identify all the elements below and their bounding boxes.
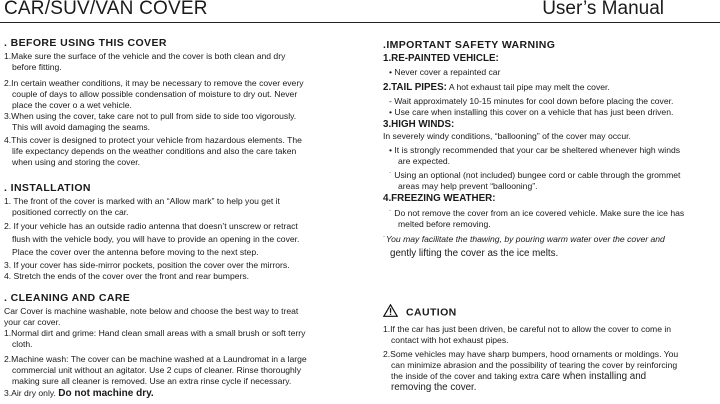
caution-heading: CAUTION <box>406 306 457 319</box>
cleaning-line: commercial unit without an agitator. Use 2 cups of cleaner. Rinse thoroughly <box>12 365 301 375</box>
before-line: before fitting. <box>12 62 62 72</box>
install-line: positioned correctly on the car. <box>12 207 129 217</box>
winds-bullet-cont: areas may help prevent “ballooning”. <box>398 181 538 191</box>
before-line: life expectancy depends on the weather conditions and also the care taken <box>12 146 297 156</box>
cleaning-section <box>4 292 360 399</box>
install-line: 4. Stretch the ends of the cover over the front and rear bumpers. <box>4 271 250 281</box>
cleaning-heading: . CLEANING AND CARE <box>4 292 131 304</box>
before-heading: . BEFORE USING THIS COVER <box>4 37 167 49</box>
cleaning-line: 2.Machine wash: The cover can be machine washed at a Laundromat in a large <box>4 354 307 364</box>
header-rule <box>0 22 720 23</box>
before-line: This will avoid damaging the seams. <box>12 122 151 132</box>
freezing-bullet: You may facilitate the thawing, by pouring warm water over the cover and <box>385 234 665 244</box>
caution-line: care when installing and <box>541 371 647 382</box>
caution-line: can minimize abrasion and the possibility of tearing the cover by reinforcing <box>391 360 678 370</box>
caution-line: 2.Some vehicles may have sharp bumpers, hood ornaments or moldings. You <box>383 349 679 359</box>
freezing-bullet-cont: gently lifting the cover as the ice melts. <box>390 248 559 259</box>
install-line: 2. If your vehicle has an outside radio antenna that doesn’t unscrew or retract <box>4 221 298 231</box>
cleaning-line: 3.Air dry only. <box>4 388 56 398</box>
installation-heading: . INSTALLATION <box>4 182 91 194</box>
safety-heading: .IMPORTANT SAFETY WARNING <box>383 39 556 51</box>
install-line: 1. The front of the cover is marked with an “Allow mark” to help you get it <box>4 196 280 206</box>
install-line: 3. If your cover has side-mirror pockets, position the cover over the mirrors. <box>4 260 290 270</box>
caution-line: 1.If the car has just been driven, be careful not to allow the cover to come in <box>383 324 672 334</box>
install-line: Place the cover over the antenna before moving to the next step. <box>12 247 259 257</box>
freezing-bullet-cont: melted before removing. <box>398 219 491 229</box>
repainted-title: 1.RE-PAINTED VEHICLE: <box>383 53 499 64</box>
caution-line: contact with hot exhaust pipes. <box>391 335 509 345</box>
caution-section <box>383 304 716 393</box>
cleaning-line: cloth. <box>12 339 33 349</box>
caution-line: removing the cover. <box>391 382 477 393</box>
before-line: 1.Make sure the surface of the vehicle and the cover is both clean and dry <box>4 51 286 61</box>
page-title: CAR/SUV/VAN COVER <box>4 0 208 19</box>
before-line: 2.In certain weather conditions, it may be necessary to remove the cover every <box>4 78 304 88</box>
before-line: 3.When using the cover, take care not to pull from side to side too vigorously. <box>4 111 297 121</box>
manual-label: User’s Manual <box>542 0 664 19</box>
winds-bullet: Using an optional (not included) bungee cord or cable through the grommet <box>394 170 681 180</box>
cleaning-line: Car Cover is machine washable, note below and choose the best way to treat <box>4 306 299 316</box>
warning-icon <box>383 304 398 321</box>
caution-line: the inside of the cover and taking extra <box>391 371 539 381</box>
repainted-bullet: Never cover a repainted car <box>394 67 501 77</box>
winds-title: 3.HIGH WINDS: <box>383 119 455 130</box>
winds-bullet-cont: are expected. <box>398 156 451 166</box>
safety-section: .IMPORTANT SAFETY WARNING 1.RE-PAINTED VEHICLE: • Never cover a repainted car 2.TAIL PIPES: A hot exhaust tail pipe may melt the cover. - Wait approximately 10-15 minutes for cool down before placing the cover. • Use care when installing this cover on a vehicle that has just been driven. 3.HIGH WINDS: In severely windy conditions, “ballooning” of the cover may occur. • It is strongly recommended that your car be sheltered whenever high winds are expected. ˙ Using an optional (not included) bungee cord or cable through the grommet areas may help prevent “ballooning”. 4.FREEZING WEATHER: ˙ Do not remove the cover from an ice covered vehicle. Make sure the ice has melted before removing. ˙You may facilitate the thawing, by pouring warm water over the cover and gently lifting the cover as the ice melts. <box>383 39 716 259</box>
tailpipes-bullet: Wait approximately 10-15 minutes for cool down before placing the cover. <box>394 96 674 106</box>
before-line: when using and storing the cover. <box>12 157 141 167</box>
install-line: flush with the vehicle body, you will have to provide an opening in the cover. <box>12 234 300 244</box>
freezing-title: 4.FREEZING WEATHER: <box>383 193 496 204</box>
before-line: couple of days to allow possible condensation of moisture to dry out. Never <box>12 89 298 99</box>
cleaning-line: your car cover. <box>4 317 61 327</box>
cleaning-line: making sure all cleaner is removed. Use an extra rinse cycle if necessary. <box>12 376 292 386</box>
cleaning-line: 1.Normal dirt and grime: Hand clean small areas with a small brush or soft terry <box>4 328 306 338</box>
installation-section <box>4 182 360 282</box>
winds-bullet: It is strongly recommended that your car be sheltered whenever high winds <box>394 145 681 155</box>
before-section <box>4 37 360 168</box>
page-header <box>0 0 720 24</box>
before-line: 4.This cover is designed to protect your vehicle from hazardous elements. The <box>4 135 302 145</box>
winds-line: In severely windy conditions, “ballooning” of the cover may occur. <box>383 131 631 141</box>
freezing-bullet: Do not remove the cover from an ice covered vehicle. Make sure the ice has <box>394 208 685 218</box>
tailpipes-desc: A hot exhaust tail pipe may melt the cover. <box>448 82 610 92</box>
cleaning-emphasis: Do not machine dry. <box>58 388 154 399</box>
before-line: place the cover o a wet vehicle. <box>12 100 132 110</box>
tailpipes-title: 2.TAIL PIPES: <box>383 82 447 93</box>
tailpipes-bullet: Use care when installing this cover on a vehicle that has just been driven. <box>394 107 674 117</box>
